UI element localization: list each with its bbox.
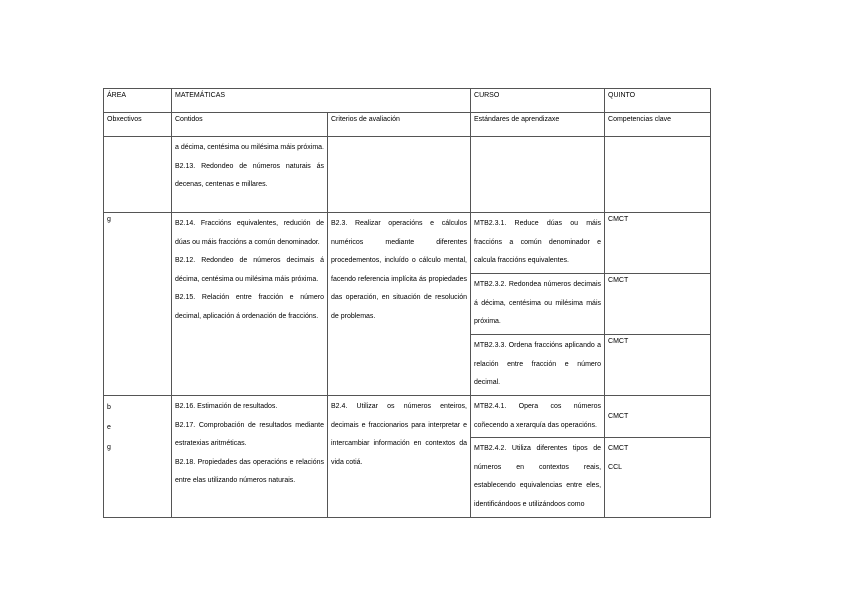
column-header-row xyxy=(104,113,711,137)
contido-item: B2.13. Redondeo de números naturais ás decenas, centenas e millares. xyxy=(175,162,324,188)
criterio-cell xyxy=(328,213,471,396)
estandar-cell xyxy=(471,137,605,213)
contido-item: a décima, centésima ou milésima máis próxima. xyxy=(175,144,324,151)
estandar-text: MTB2.3.2. Redondea números decimais á décima, centésima ou milésima máis próxima. xyxy=(474,281,602,325)
criterio-cell xyxy=(328,137,471,213)
col-objectivos: Obxectivos xyxy=(104,113,172,137)
objectivos-cell: g xyxy=(104,213,172,396)
estandar-text: MTB2.4.1. Opera cos números coñecendo a xerarquía das operacións. xyxy=(474,403,602,429)
area-label: ÁREA xyxy=(104,89,172,113)
contido-item: B2.14. Fraccións equivalentes, redución de dúas ou máis fraccións a común denominador. xyxy=(175,220,324,246)
contido-item: B2.18. Propiedades das operacións e relacións entre elas utilizando números naturais. xyxy=(175,458,324,484)
table-row xyxy=(104,137,711,213)
table-row xyxy=(104,396,711,438)
criterio-text: B2.4. Utilizar os números enteiros, decimais e fraccionarios para interpretar e intercambiar información en contextos da vida cotiá. xyxy=(331,403,468,466)
competencia-item: CCL xyxy=(608,463,623,471)
competencia-cell: CMCT xyxy=(605,213,711,274)
competencia-cell: CMCT xyxy=(605,335,711,396)
competencia-cell: CMCT xyxy=(605,396,711,438)
contidos-cell xyxy=(172,213,328,396)
contidos-cell xyxy=(172,137,328,213)
curriculum-table xyxy=(103,88,711,518)
curso-label: CURSO xyxy=(471,89,605,113)
col-estandares: Estándares de aprendizaxe xyxy=(471,113,605,137)
estandar-cell xyxy=(471,438,605,518)
objectivos-cell xyxy=(104,396,172,518)
competencia-item: CMCT xyxy=(608,445,629,452)
objectivo-item: b xyxy=(107,404,111,411)
estandar-text: MTB2.4.2. Utiliza diferentes tipos de números en contextos reais, establecendo equivalencias entre eles, identificándoos e utilizándoos como xyxy=(474,445,602,508)
header-row xyxy=(104,89,711,113)
estandar-cell xyxy=(471,396,605,438)
contido-item: B2.12. Redondeo de números decimais á décima, centésima ou milésima máis próxima. xyxy=(175,257,324,283)
estandar-text: MTB2.3.3. Ordena fraccións aplicando a relación entre fracción e número decimal. xyxy=(474,342,602,386)
estandar-cell xyxy=(471,335,605,396)
estandar-text: MTB2.3.1. Reduce dúas ou máis fraccións a común denominador e calcula fraccións equivalentes. xyxy=(474,220,602,264)
objectivos-cell xyxy=(104,137,172,213)
estandar-cell xyxy=(471,213,605,274)
competencia-cell: CMCT xyxy=(605,274,711,335)
contidos-cell xyxy=(172,396,328,518)
contido-item: B2.15. Relación entre fracción e número decimal, aplicación á ordenación de fraccións. xyxy=(175,294,324,320)
competencia-cell xyxy=(605,137,711,213)
contido-item: B2.16. Estimación de resultados. xyxy=(175,403,278,410)
criterio-cell xyxy=(328,396,471,518)
objectivo-item: g xyxy=(107,444,111,451)
competencia-cell xyxy=(605,438,711,518)
area-value: MATEMÁTICAS xyxy=(172,89,471,113)
criterio-text: B2.3. Realizar operacións e cálculos numéricos mediante diferentes procedementos, incluído o cálculo mental, facendo referencia implícita ás propiedades das operación, en situación de resolución de problemas. xyxy=(331,220,468,320)
col-criterios: Criterios de avaliación xyxy=(328,113,471,137)
curso-value: QUINTO xyxy=(605,89,711,113)
col-competencias: Competencias clave xyxy=(605,113,711,137)
col-contidos: Contidos xyxy=(172,113,328,137)
contido-item: B2.17. Comprobación de resultados mediante estratexias aritméticas. xyxy=(175,421,324,447)
estandar-cell xyxy=(471,274,605,335)
table-row xyxy=(104,213,711,274)
objectivo-item: e xyxy=(107,424,111,431)
